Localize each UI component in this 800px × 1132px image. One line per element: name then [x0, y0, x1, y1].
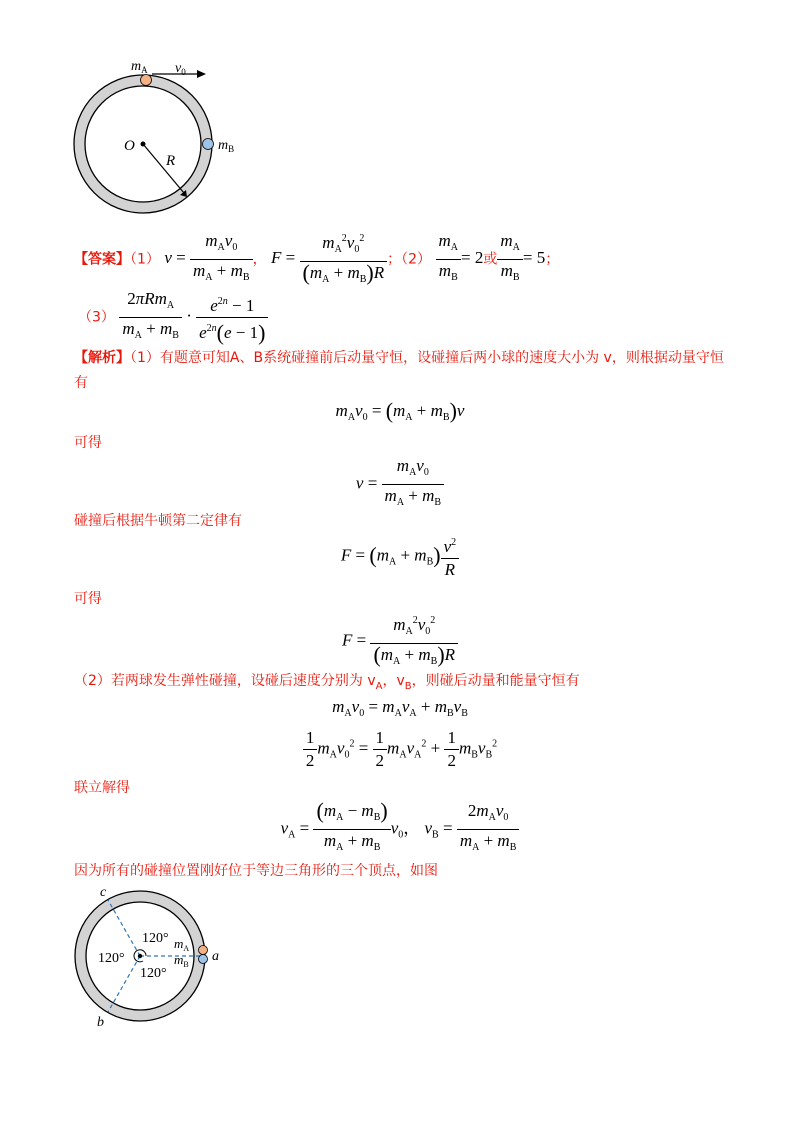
answer-line-1 — [74, 228, 559, 291]
analysis-newton: 碰撞后根据牛顿第二定律有 — [74, 513, 242, 529]
answer-part3-formula: $\frac{2\pi Rm_A}{m_A + m_B}$ · $\frac{e^{2n} - 1}{e^{2n}(e - 1)}$ — [119, 306, 268, 325]
analysis-kede-2: 可得 — [74, 591, 102, 607]
answer-or: 或 — [483, 251, 498, 268]
eq-momentum-2: $m_Av_0 = m_Av_A + m_Bv_B$ — [332, 697, 468, 719]
label-mB-sub: B — [228, 144, 235, 154]
eq-solutions: $v_A$ = $\frac{(m_A - m_B)}{m_A + m_B}$ $v_0$， $v_B$ = $\frac{2m_Av_0}{m_A + m_B}$ — [0, 800, 800, 859]
answer-label: 【答案】 — [74, 251, 130, 268]
center-point-2 — [138, 954, 142, 958]
label-angle-top: 120° — [142, 931, 169, 946]
label-angle-left: 120° — [98, 951, 125, 966]
ball-b — [203, 139, 214, 150]
label2-mA-sub: A — [183, 944, 190, 953]
eq-momentum: $m_Av_0 = (m_A + m_B)v$ — [335, 398, 465, 423]
svg-text:mB — [218, 138, 234, 154]
answer-F-formula: F = $\frac{m_A^2v_0^2}{(m_A + m_B)R}$ — [271, 248, 387, 267]
velocity-arrowhead — [197, 70, 206, 78]
ball-b-2 — [199, 955, 208, 964]
analysis-text-1b: 有 — [74, 375, 88, 391]
eq-energy: $\frac{1}{2}$ $m_Av_0^2$ = $\frac{1}{2}$ $m_Av_A^2$ + $\frac{1}{2}$ $m_Bv_B^2$ — [0, 727, 800, 772]
answer-ratio-2: $\frac{m_A}{m_B}$ = 5 — [497, 248, 545, 267]
analysis-para-2: （2）若两球发生弹性碰撞，设碰后速度分别为 $v_A$，$v_B$，则碰后动量和能量守恒有 — [74, 673, 580, 692]
label2-mB: m — [174, 952, 184, 967]
ball-a — [141, 75, 152, 86]
analysis-para-1 — [74, 346, 734, 396]
label-R: R — [166, 153, 176, 169]
answer-part3: （3） — [78, 309, 115, 326]
label-a: a — [212, 949, 219, 964]
eq-F-1: $F = (m_A + m_B)$ $\frac{v^2}{R}$ — [0, 532, 800, 581]
label2-mA: m — [174, 936, 184, 951]
label2-mB-sub: B — [183, 960, 189, 969]
analysis-text-1a: （1）有题意可知A、B系统碰撞前后动量守恒，设碰撞后两小球的速度大小为 v，则根据动量守恒 — [130, 350, 724, 366]
label-mB: m — [218, 138, 229, 153]
svg-text:mA — [131, 59, 148, 75]
ball-a-2 — [199, 946, 208, 955]
label-v0-sub: 0 — [181, 67, 186, 77]
label-O: O — [124, 138, 135, 154]
label-c: c — [100, 885, 107, 900]
answer-sep2: ；（2） — [387, 251, 432, 268]
analysis-label: 【解析】 — [74, 350, 130, 366]
answer-line-3 — [78, 288, 268, 347]
analysis-because: 因为所有的碰撞位置刚好位于等边三角形的三个顶点，如图 — [74, 863, 438, 879]
answer-sep1: ， — [252, 251, 267, 268]
answer-ratio-1: $\frac{m_A}{m_B}$ = 2 — [436, 248, 484, 267]
figure-ring-triangle — [60, 880, 260, 1030]
label-b: b — [97, 1015, 104, 1030]
svg-text:v0 — [175, 61, 186, 77]
analysis-kede-1: 可得 — [74, 435, 102, 451]
label-mA: m — [131, 59, 142, 74]
analysis-lianli: 联立解得 — [74, 780, 130, 796]
label-angle-bottom: 120° — [140, 966, 167, 981]
eq-F-2: F = $\frac{m_A^2v_0^2}{(m_A + m_B)R}$ — [0, 610, 800, 673]
label-v0: v — [175, 61, 182, 76]
answer-v-formula: v = $\frac{m_Av_0}{m_A + m_B}$ — [164, 248, 252, 267]
label-mA-sub: A — [141, 65, 148, 75]
figure-ring-collision — [60, 55, 280, 220]
answer-end: ； — [545, 251, 560, 268]
answer-part1: （1） — [130, 251, 160, 268]
eq-v: v = $\frac{m_Av_0}{m_A + m_B}$ — [0, 455, 800, 514]
